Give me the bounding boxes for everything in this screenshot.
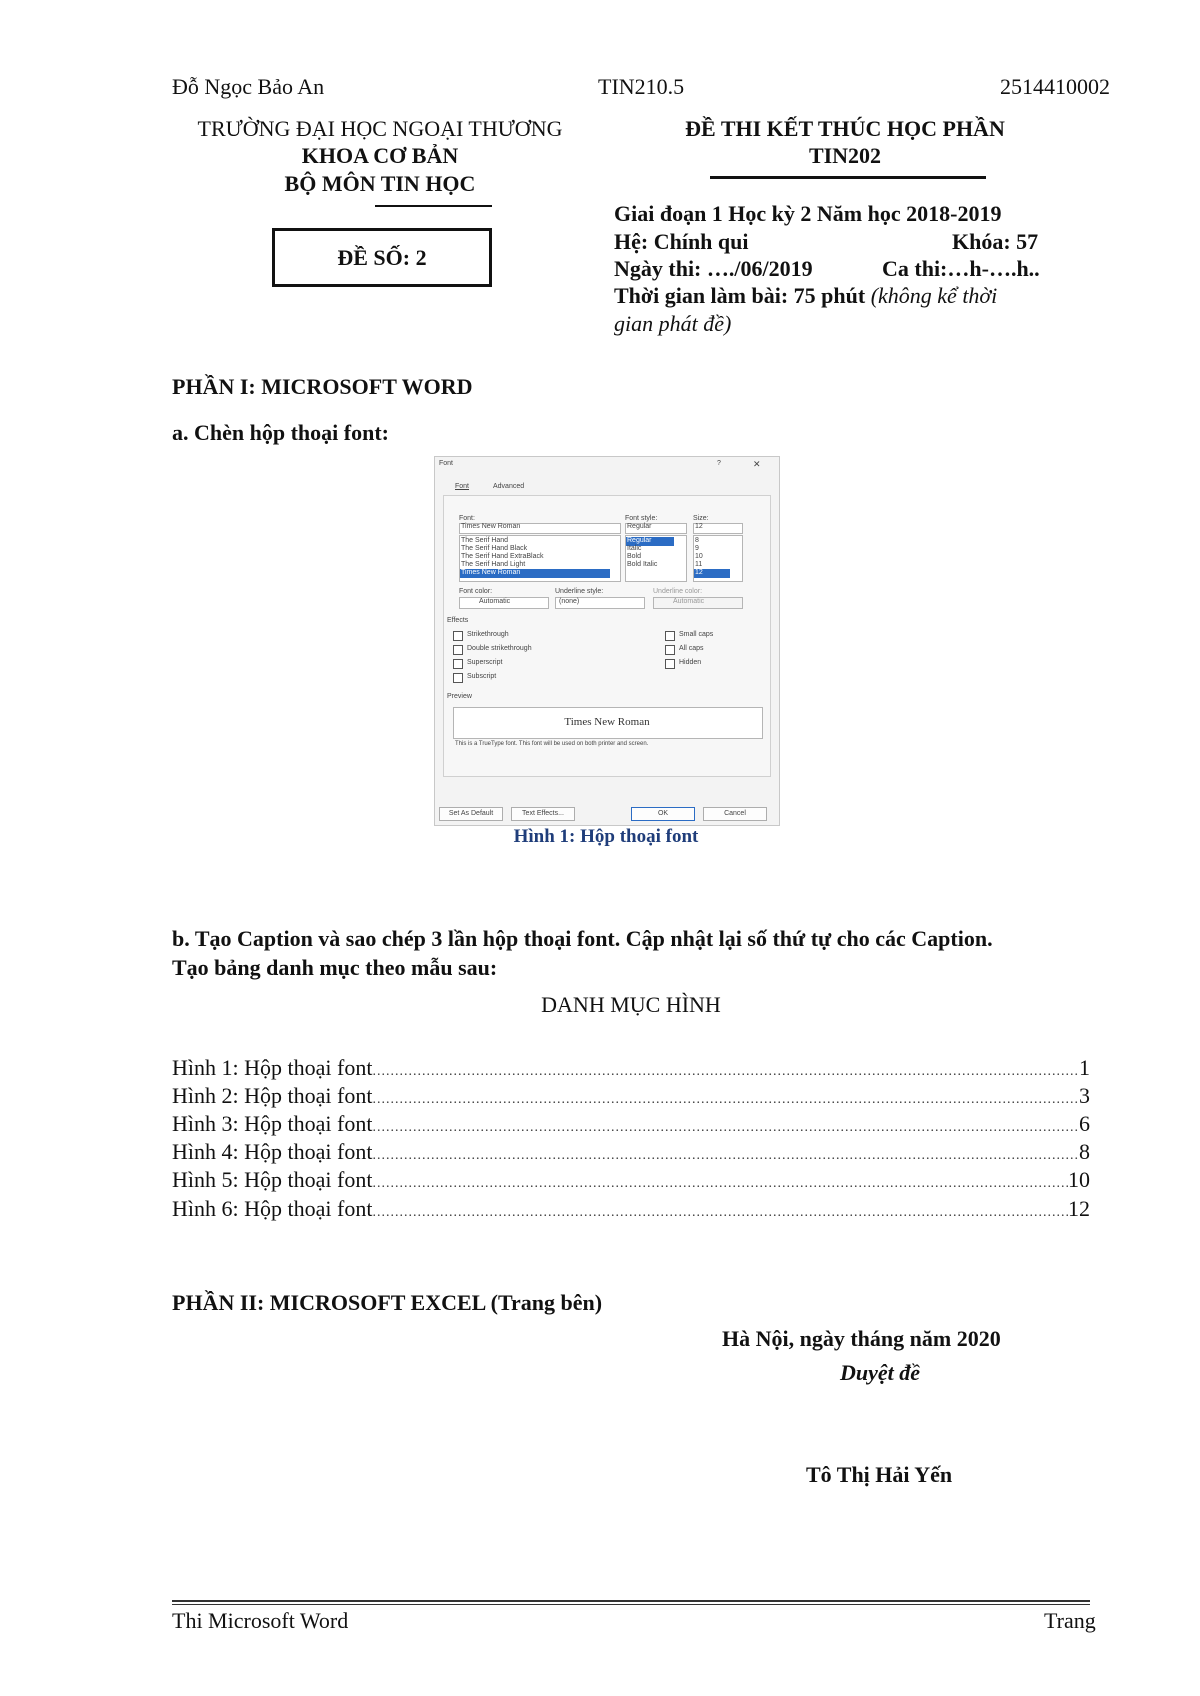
size-list-item: 12	[695, 569, 703, 576]
font-color-value: Automatic	[479, 598, 511, 605]
font-list-item: The Serif Hand	[461, 537, 509, 544]
toc-row: Hình 3: Hộp thoại font ..... 6	[172, 1111, 1090, 1137]
tab-font: Font	[455, 483, 470, 490]
signature-approval: Duyệt đề	[840, 1360, 921, 1385]
font-dialog-image	[434, 456, 780, 826]
department-name: BỘ MÔN TIN HỌC	[284, 171, 476, 196]
exam-duration-note: (không kể thời	[870, 283, 998, 308]
tab-advanced: Advanced	[493, 483, 525, 490]
font-color-label: Font color:	[459, 588, 493, 595]
exam-date: Ngày thi: …./06/2019	[614, 256, 813, 281]
font-list-item: The Serif Hand Black	[461, 545, 528, 552]
effects-label: Effects	[447, 617, 469, 624]
set-default-button: Set As Default	[439, 807, 503, 821]
text-effects-button: Text Effects...	[511, 807, 575, 821]
style-list-item: Italic	[627, 545, 642, 552]
close-icon: ✕	[753, 459, 761, 469]
effect-item: Double strikethrough	[467, 645, 532, 652]
font-list-item: Times New Roman	[461, 569, 521, 576]
exam-system: Hệ: Chính qui	[614, 229, 749, 254]
preview-text: Times New Roman	[564, 716, 650, 728]
underline-color-label: Underline color:	[653, 588, 703, 595]
preview-label: Preview	[447, 693, 472, 700]
title-underline	[710, 176, 986, 179]
checkbox-icon	[453, 645, 463, 655]
toc-row: Hình 4: Hộp thoại font ..... 8	[172, 1139, 1090, 1165]
toc-title: DANH MỤC HÌNH	[541, 992, 721, 1017]
exam-number-box	[272, 228, 492, 287]
exam-stage: Giai đoạn 1 Học kỳ 2 Năm học 2018-2019	[614, 201, 1002, 226]
effect-item: Subscript	[467, 673, 497, 680]
style-label: Font style:	[625, 515, 658, 522]
font-label: Font:	[459, 515, 475, 522]
cancel-button: Cancel	[703, 807, 767, 821]
preview-note: This is a TrueType font. This font will be used on both printer and screen.	[455, 741, 649, 747]
size-input-value: 12	[695, 523, 703, 530]
footer-rule-top	[172, 1600, 1090, 1602]
exam-course-year: Khóa: 57	[952, 229, 1039, 254]
toc-row: Hình 2: Hộp thoại font ..... 3	[172, 1083, 1090, 1109]
checkbox-icon	[453, 673, 463, 683]
font-list-item: The Serif Hand Light	[461, 561, 526, 568]
underline-color-value: Automatic	[673, 598, 705, 605]
ok-button: OK	[631, 807, 695, 821]
toc-row: Hình 1: Hộp thoại font ..... 1	[172, 1055, 1090, 1081]
item-b-line1: b. Tạo Caption và sao chép 3 lần hộp thoại font. Cập nhật lại số thứ tự cho các Caption.	[172, 926, 993, 951]
exam-duration	[614, 283, 997, 309]
dialog-title: Font	[439, 460, 454, 467]
exam-shift: Ca thi:…h-….h..	[882, 256, 1040, 281]
item-b-line2: Tạo bảng danh mục theo mẫu sau:	[172, 955, 498, 980]
font-list-item: The Serif Hand ExtraBlack	[461, 553, 544, 560]
signature-place-date: Hà Nội, ngày tháng năm 2020	[722, 1326, 1001, 1351]
footer-rule-bottom	[172, 1604, 1090, 1605]
university-name: TRƯỜNG ĐẠI HỌC NGOẠI THƯƠNG	[197, 116, 563, 141]
underline-label: Underline style:	[555, 588, 604, 595]
exam-title: ĐỀ THI KẾT THÚC HỌC PHẦN	[685, 116, 1005, 141]
size-list-item: 11	[695, 561, 703, 568]
effect-item: Superscript	[467, 659, 503, 666]
size-list-item: 10	[695, 553, 703, 560]
size-label: Size:	[693, 515, 709, 522]
header-course-code: TIN210.5	[598, 74, 685, 99]
style-list-item: Regular	[627, 537, 652, 544]
item-a: a. Chèn hộp thoại font:	[172, 420, 389, 445]
exam-number: ĐỀ SỐ: 2	[337, 245, 427, 270]
effect-item: Small caps	[679, 631, 714, 638]
checkbox-icon	[665, 659, 675, 669]
effect-item: All caps	[679, 645, 704, 652]
style-list-item: Bold	[627, 553, 642, 560]
effect-item: Strikethrough	[467, 631, 509, 638]
exam-duration-note-2: gian phát đề)	[614, 311, 732, 336]
signature-name: Tô Thị Hải Yến	[806, 1462, 953, 1487]
checkbox-icon	[453, 631, 463, 641]
style-list-item: Bold Italic	[627, 561, 658, 568]
toc-row: Hình 5: Hộp thoại font ..... 10	[172, 1167, 1090, 1193]
size-list-item: 9	[695, 545, 699, 552]
size-list-item: 8	[695, 537, 699, 544]
faculty-name: KHOA CƠ BẢN	[301, 143, 459, 168]
footer-right: Trang	[1044, 1608, 1096, 1633]
toc-row: Hình 6: Hộp thoại font ..... 12	[172, 1196, 1090, 1222]
header-student-id: 2514410002	[1000, 74, 1110, 99]
checkbox-icon	[665, 631, 675, 641]
part1-heading: PHẦN I: MICROSOFT WORD	[172, 374, 473, 399]
checkbox-icon	[665, 645, 675, 655]
style-input-value: Regular	[627, 523, 652, 530]
checkbox-icon	[453, 659, 463, 669]
header-author: Đỗ Ngọc Bảo An	[172, 74, 325, 99]
figure-caption: Hình 1: Hộp thoại font	[513, 826, 699, 847]
exam-course: TIN202	[808, 143, 882, 168]
help-icon: ?	[717, 460, 721, 467]
font-input-value: Times New Roman	[461, 523, 521, 530]
footer-left: Thi Microsoft Word	[172, 1608, 349, 1633]
part2-heading: PHẦN II: MICROSOFT EXCEL (Trang bên)	[172, 1290, 603, 1315]
underline-value: (none)	[559, 598, 580, 605]
department-underline	[375, 205, 492, 207]
exam-duration-label: Thời gian làm bài: 75 phút	[614, 283, 866, 308]
effect-item: Hidden	[679, 659, 702, 666]
